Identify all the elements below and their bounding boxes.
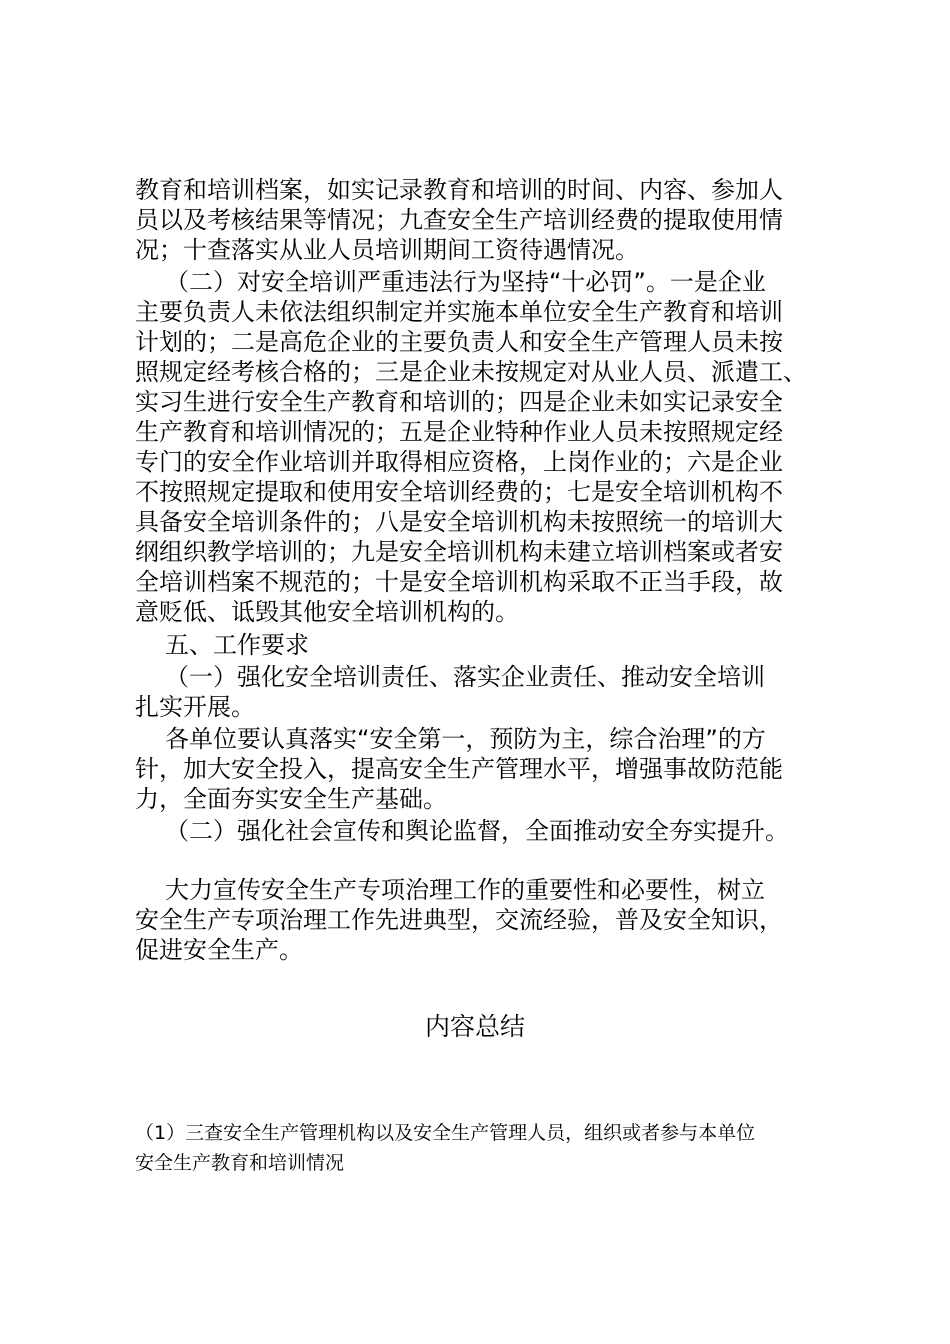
summary-line: （1）三查安全生产管理机构以及安全生产管理人员，组织或者参与本单位 [135,1122,756,1144]
paragraph-line: 不按照规定提取和使用安全培训经费的；七是安全培训机构不 [135,478,783,506]
paragraph-line: 安全生产专项治理工作先进典型，交流经验，普及安全知识， [135,906,783,934]
paragraph-line: 促进安全生产。 [135,936,303,964]
paragraph-line: 专门的安全作业培训并取得相应资格，上岗作业的；六是企业 [135,448,783,476]
paragraph-line: 实习生进行安全生产教育和培训的；四是企业未如实记录安全 [135,388,783,416]
paragraph-line: 生产教育和培训情况的；五是企业特种作业人员未按照规定经 [135,418,783,446]
summary-title: 内容总结 [425,1012,526,1041]
paragraph-line: 纲组织教学培训的；九是安全培训机构未建立培训档案或者安 [135,538,783,566]
paragraph-line: 大力宣传安全生产专项治理工作的重要性和必要性，树立 [165,876,765,904]
paragraph-line: （二）强化社会宣传和舆论监督，全面推动安全夯实提升。 [165,817,789,845]
paragraph-line: 全培训档案不规范的；十是安全培训机构采取不正当手段，故 [135,568,783,596]
paragraph-line: 意贬低、诋毁其他安全培训机构的。 [135,598,519,626]
paragraph-line: 主要负责人未依法组织制定并实施本单位安全生产教育和培训 [135,298,783,326]
section-title: 五、工作要求 [165,631,309,659]
paragraph-line: 教育和培训档案，如实记录教育和培训的时间、内容、参加人 [135,176,783,204]
paragraph-line: 员以及考核结果等情况；九查安全生产培训经费的提取使用情 [135,206,783,234]
paragraph-line: （二）对安全培训严重违法行为坚持“十必罚”。一是企业 [165,268,766,296]
paragraph-line: 况；十查落实从业人员培训期间工资待遇情况。 [135,236,639,264]
paragraph-line: 具备安全培训条件的；八是安全培训机构未按照统一的培训大 [135,508,783,536]
paragraph-line: 各单位要认真落实“安全第一，预防为主，综合治理”的方 [165,725,766,753]
paragraph-line: 计划的；二是高危企业的主要负责人和安全生产管理人员未按 [135,328,783,356]
paragraph-line: 针，加大安全投入，提高安全生产管理水平，增强事故防范能 [135,755,783,783]
paragraph-line: （一）强化安全培训责任、落实企业责任、推动安全培训 [165,663,765,691]
summary-line: 安全生产教育和培训情况 [135,1152,345,1174]
paragraph-line: 力，全面夯实安全生产基础。 [135,785,447,813]
paragraph-line: 扎实开展。 [135,693,255,721]
paragraph-line: 照规定经考核合格的；三是企业未按规定对从业人员、派遣工、 [135,358,807,386]
